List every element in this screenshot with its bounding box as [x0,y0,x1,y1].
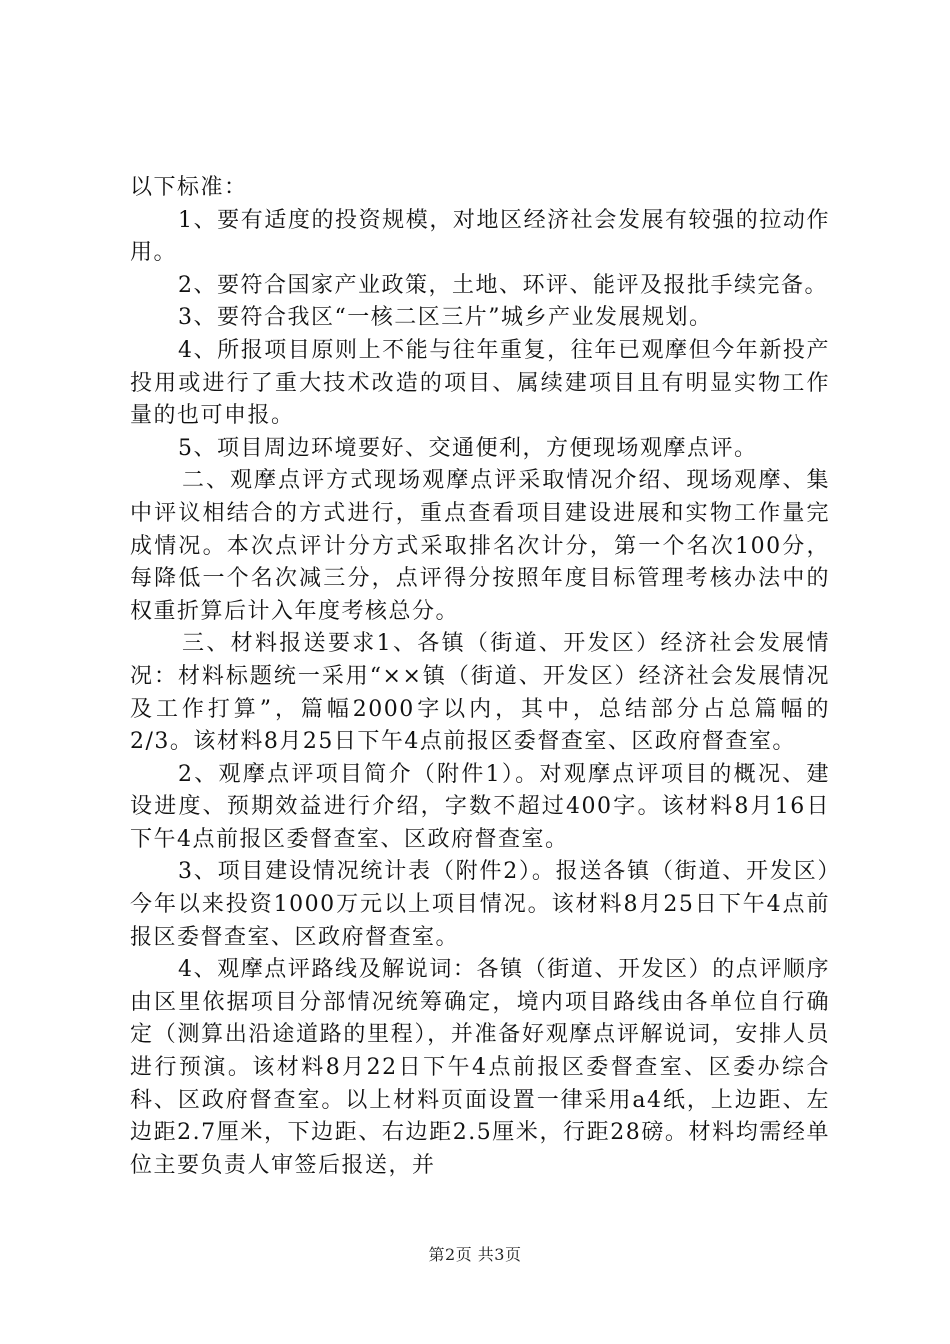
paragraph-intro: 以下标准： [130,175,248,200]
paragraph-material-4: 4、观摩点评路线及解说词：各镇（街道、开发区）的点评顺序由区里依据项目分部情况统筹确定，境内项目路线由各单位自行确定（测算出沿途道路的里程），并准备好观摩点评解说词，安排人员进行预演。该材料8月22日下午4点前报区委督查室、区委办综合科、区政府督查室。以上材料页面设置一律采用a4纸，上边距、左边距2.7厘米，下边距、右边距2.5厘米，行距28磅。材料均需经单位主要负责人审签后报送，并 [130,957,830,1178]
paragraph-section-2: 二、观摩点评方式现场观摩点评采取情况介绍、现场观摩、集中评议相结合的方式进行，重点查看项目建设进展和实物工作量完成情况。本次点评计分方式采取排名次计分，第一个名次100分，每降低一个名次减三分，点评得分按照年度目标管理考核办法中的权重折算后计入年度考核总分。 [130,468,830,624]
document-body [130,172,830,1182]
paragraph-standard-2: 2、要符合国家产业政策，土地、环评、能评及报批手续完备。 [178,272,828,298]
page-number-footer: 第2页 共3页 [428,1245,522,1264]
paragraph-standard-1: 1、要有适度的投资规模，对地区经济社会发展有较强的拉动作用。 [130,207,830,266]
paragraph-material-3: 3、项目建设情况统计表（附件2）。报送各镇（街道、开发区）今年以来投资1000万元以上项目情况。该材料8月25日下午4点前报区委督查室、区政府督查室。 [130,859,830,950]
paragraph-standard-4: 4、所报项目原则上不能与往年重复，往年已观摩但今年新投产投用或进行了重大技术改造的项目、属续建项目且有明显实物工作量的也可申报。 [130,337,830,429]
paragraph-standard-3: 3、要符合我区“一核二区三片”城乡产业发展规划。 [178,305,713,331]
paragraph-standard-5: 5、项目周边环境要好、交通便利，方便现场观摩点评。 [178,435,758,461]
paragraph-section-3: 三、材料报送要求1、各镇（街道、开发区）经济社会发展情况：材料标题统一采用“××镇（街道、开发区）经济社会发展情况及工作打算”，篇幅2000字以内，其中，总结部分占总篇幅的2/3。该材料8月25日下午4点前报区委督查室、区政府督查室。 [130,631,830,755]
paragraph-material-2: 2、观摩点评项目简介（附件1）。对观摩点评项目的概况、建设进度、预期效益进行介绍，字数不超过400字。该材料8月16日下午4点前报区委督查室、区政府督查室。 [130,761,830,852]
